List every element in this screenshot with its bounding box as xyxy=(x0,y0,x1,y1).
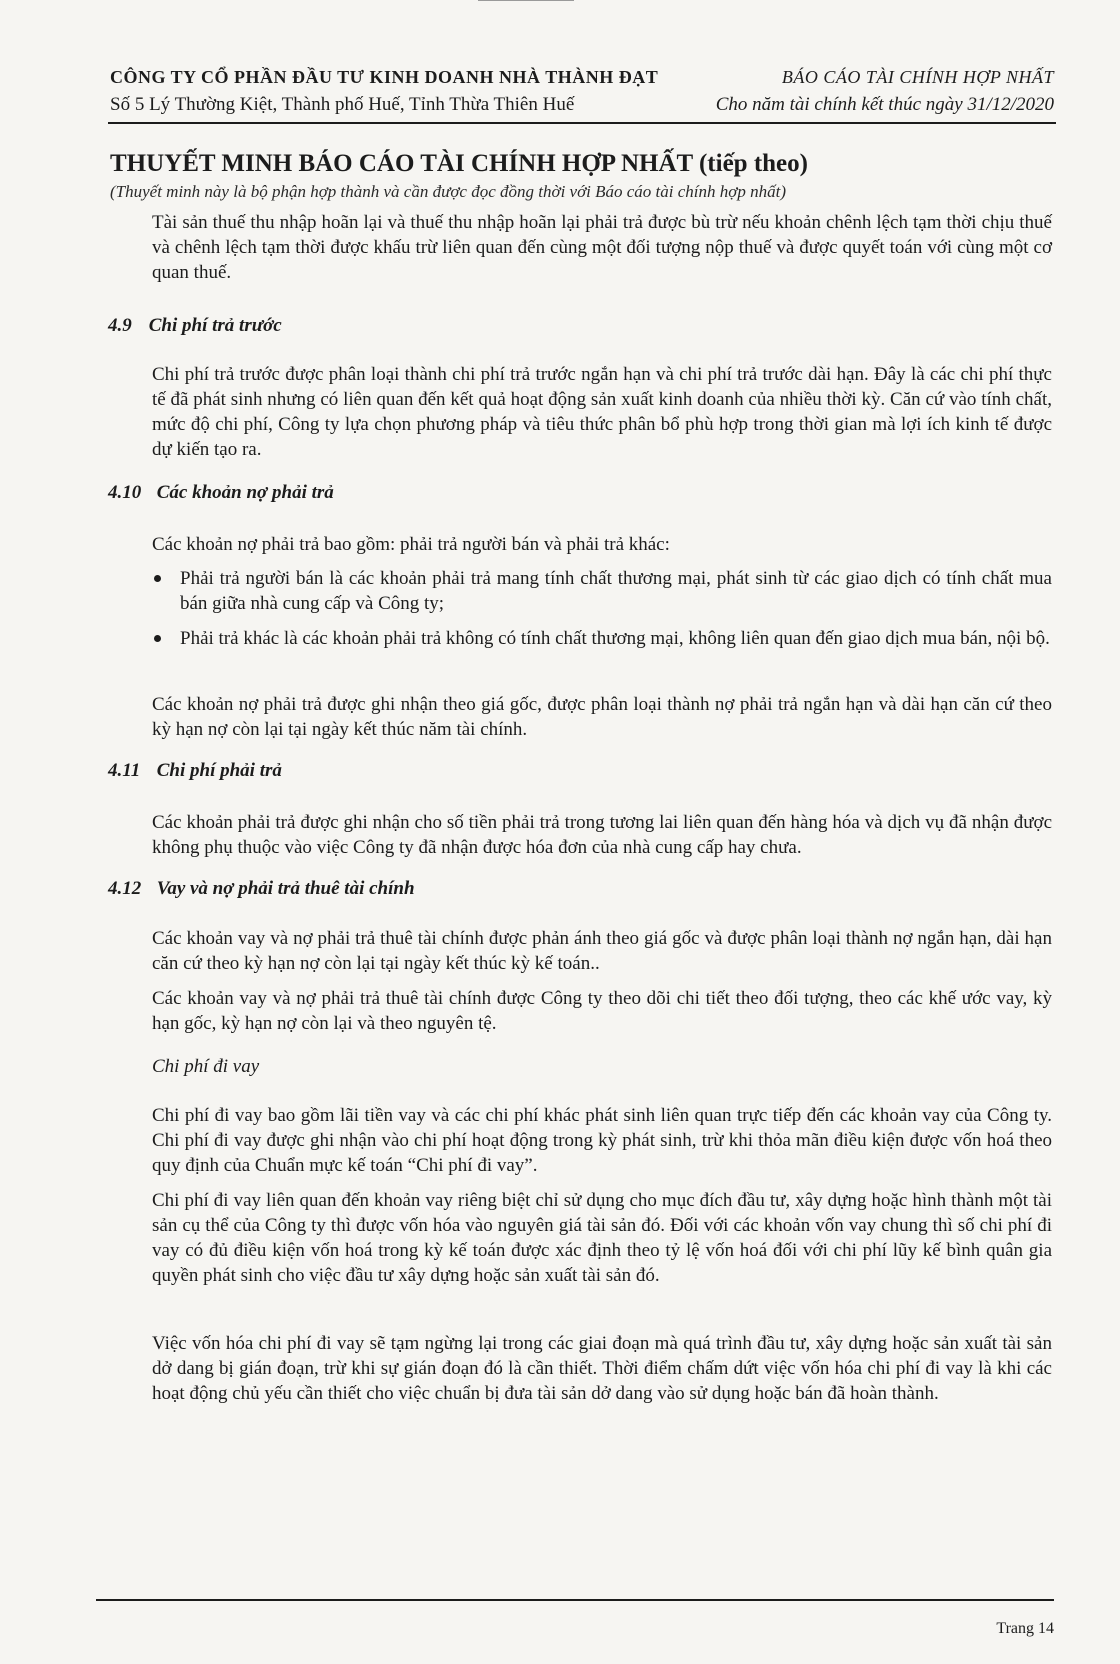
company-address: Số 5 Lý Thường Kiệt, Thành phố Huế, Tỉnh Thừa Thiên Huế xyxy=(110,94,575,115)
section-number: 4.12 xyxy=(108,878,142,899)
section-heading-4-9 xyxy=(108,315,282,337)
list-item-text: Phải trả khác là các khoản phải trả không có tính chất thương mại, không liên quan đến giao dịch mua bán, nội bộ. xyxy=(180,628,1050,649)
section-title: Các khoản nợ phải trả xyxy=(156,482,334,503)
top-edge-rule xyxy=(478,0,574,1)
section-heading-4-11 xyxy=(108,760,282,782)
document-subtitle: (Thuyết minh này là bộ phận hợp thành và cần được đọc đồng thời với Báo cáo tài chính hợp nhất) xyxy=(110,182,786,201)
report-name: BÁO CÁO TÀI CHÍNH HỢP NHẤT xyxy=(781,67,1054,87)
list-item-text: Phải trả người bán là các khoản phải trả mang tính chất thương mại, phát sinh từ các giao dịch có tính chất mua bán giữa nhà cung cấp và Công ty; xyxy=(180,568,1052,614)
section-heading-4-10 xyxy=(108,482,334,504)
section-4-11-paragraph: Các khoản phải trả được ghi nhận cho số tiền phải trả trong tương lai liên quan đến hàng hóa và dịch vụ đã nhận được không phụ thuộc vào việc Công ty đã nhận được hóa đơn của nhà cung cấp hay chưa. xyxy=(152,812,1052,858)
section-number: 4.9 xyxy=(108,315,132,336)
report-period: Cho năm tài chính kết thúc ngày 31/12/2020 xyxy=(715,94,1054,115)
borrowing-costs-paragraph-3: Việc vốn hóa chi phí đi vay sẽ tạm ngừng lại trong các giai đoạn mà quá trình đầu tư, xây dựng hoặc sản xuất tài sản dở dang bị gián đoạn, trừ khi sự gián đoạn đó là cần thiết. Thời điểm chấm dứt việc vốn hóa chi phí đi vay là khi các hoạt động chủ yếu cần thiết cho việc chuẩn bị đưa tài sản dở dang vào sử dụng hoặc bán đã hoàn thành. xyxy=(152,1333,1052,1404)
section-title: Chi phí trả trước xyxy=(148,315,282,336)
section-4-12-paragraph-2: Các khoản vay và nợ phải trả thuê tài chính được Công ty theo dõi chi tiết theo đối tượng, theo các khế ước vay, kỳ hạn gốc, kỳ hạn nợ còn lại và theo nguyên tệ. xyxy=(152,988,1052,1034)
section-title: Chi phí phải trả xyxy=(156,760,282,781)
payables-bullet-list xyxy=(152,566,1052,651)
header-divider xyxy=(108,122,1056,124)
document-title: THUYẾT MINH BÁO CÁO TÀI CHÍNH HỢP NHẤT (tiếp theo) xyxy=(110,150,808,177)
list-item xyxy=(152,626,1052,651)
section-number: 4.10 xyxy=(108,482,142,503)
bullet-icon xyxy=(154,635,161,642)
footer-divider xyxy=(96,1599,1054,1601)
section-number: 4.11 xyxy=(108,760,141,781)
list-item xyxy=(152,566,1052,616)
section-heading-4-12 xyxy=(108,878,415,900)
company-name: CÔNG TY CỔ PHẦN ĐẦU TƯ KINH DOANH NHÀ THÀNH ĐẠT xyxy=(110,67,659,87)
section-4-10-closing: Các khoản nợ phải trả được ghi nhận theo giá gốc, được phân loại thành nợ phải trả ngắn hạn và dài hạn căn cứ theo kỳ hạn nợ còn lại tại ngày kết thúc năm tài chính. xyxy=(152,694,1052,740)
borrowing-costs-paragraph-1: Chi phí đi vay bao gồm lãi tiền vay và các chi phí khác phát sinh liên quan trực tiếp đến các khoản vay của Công ty. Chi phí đi vay được ghi nhận vào chi phí hoạt động trong kỳ phát sinh, trừ khi thỏa mãn điều kiện được vốn hoá theo quy định của Chuẩn mực kế toán “Chi phí đi vay”. xyxy=(152,1105,1052,1176)
section-title: Vay và nợ phải trả thuê tài chính xyxy=(156,878,415,899)
borrowing-costs-paragraph-2: Chi phí đi vay liên quan đến khoản vay riêng biệt chỉ sử dụng cho mục đích đầu tư, xây dựng hoặc hình thành một tài sản cụ thể của Công ty thì được vốn hóa vào nguyên giá tài sản đó. Đối với các khoản vốn vay chung thì số chi phí đi vay có đủ điều kiện vốn hoá trong kỳ kế toán được xác định theo tỷ lệ vốn hoá đối với chi phí lũy kế bình quân gia quyền phát sinh cho việc đầu tư xây dựng hoặc sản xuất tài sản đó. xyxy=(152,1190,1052,1286)
section-4-12-paragraph-1: Các khoản vay và nợ phải trả thuê tài chính được phản ánh theo giá gốc và được phân loại thành nợ ngắn hạn, dài hạn căn cứ theo kỳ hạn nợ còn lại tại ngày kết thúc kỳ kế toán.. xyxy=(152,928,1052,974)
section-4-9-paragraph: Chi phí trả trước được phân loại thành chi phí trả trước ngắn hạn và chi phí trả trước dài hạn. Đây là các chi phí thực tế đã phát sinh nhưng có liên quan đến kết quả hoạt động sản xuất kinh doanh của nhiều thời kỳ. Căn cứ vào tính chất, mức độ chi phí, Công ty lựa chọn phương pháp và tiêu thức phân bổ phù hợp trong thời gian mà lợi ích kinh tế được dự kiến tạo ra. xyxy=(152,364,1052,460)
section-4-10-intro: Các khoản nợ phải trả bao gồm: phải trả người bán và phải trả khác: xyxy=(152,534,670,555)
bullet-icon xyxy=(154,575,161,582)
intro-paragraph: Tài sản thuế thu nhập hoãn lại và thuế thu nhập hoãn lại phải trả được bù trừ nếu khoản chênh lệch tạm thời chịu thuế và chênh lệch tạm thời được khấu trừ liên quan đến cùng một đối tượng nộp thuế và được quyết toán với cùng một cơ quan thuế. xyxy=(152,212,1052,283)
subsection-heading-borrowing-costs: Chi phí đi vay xyxy=(152,1056,260,1077)
page-number: Trang 14 xyxy=(996,1620,1054,1637)
